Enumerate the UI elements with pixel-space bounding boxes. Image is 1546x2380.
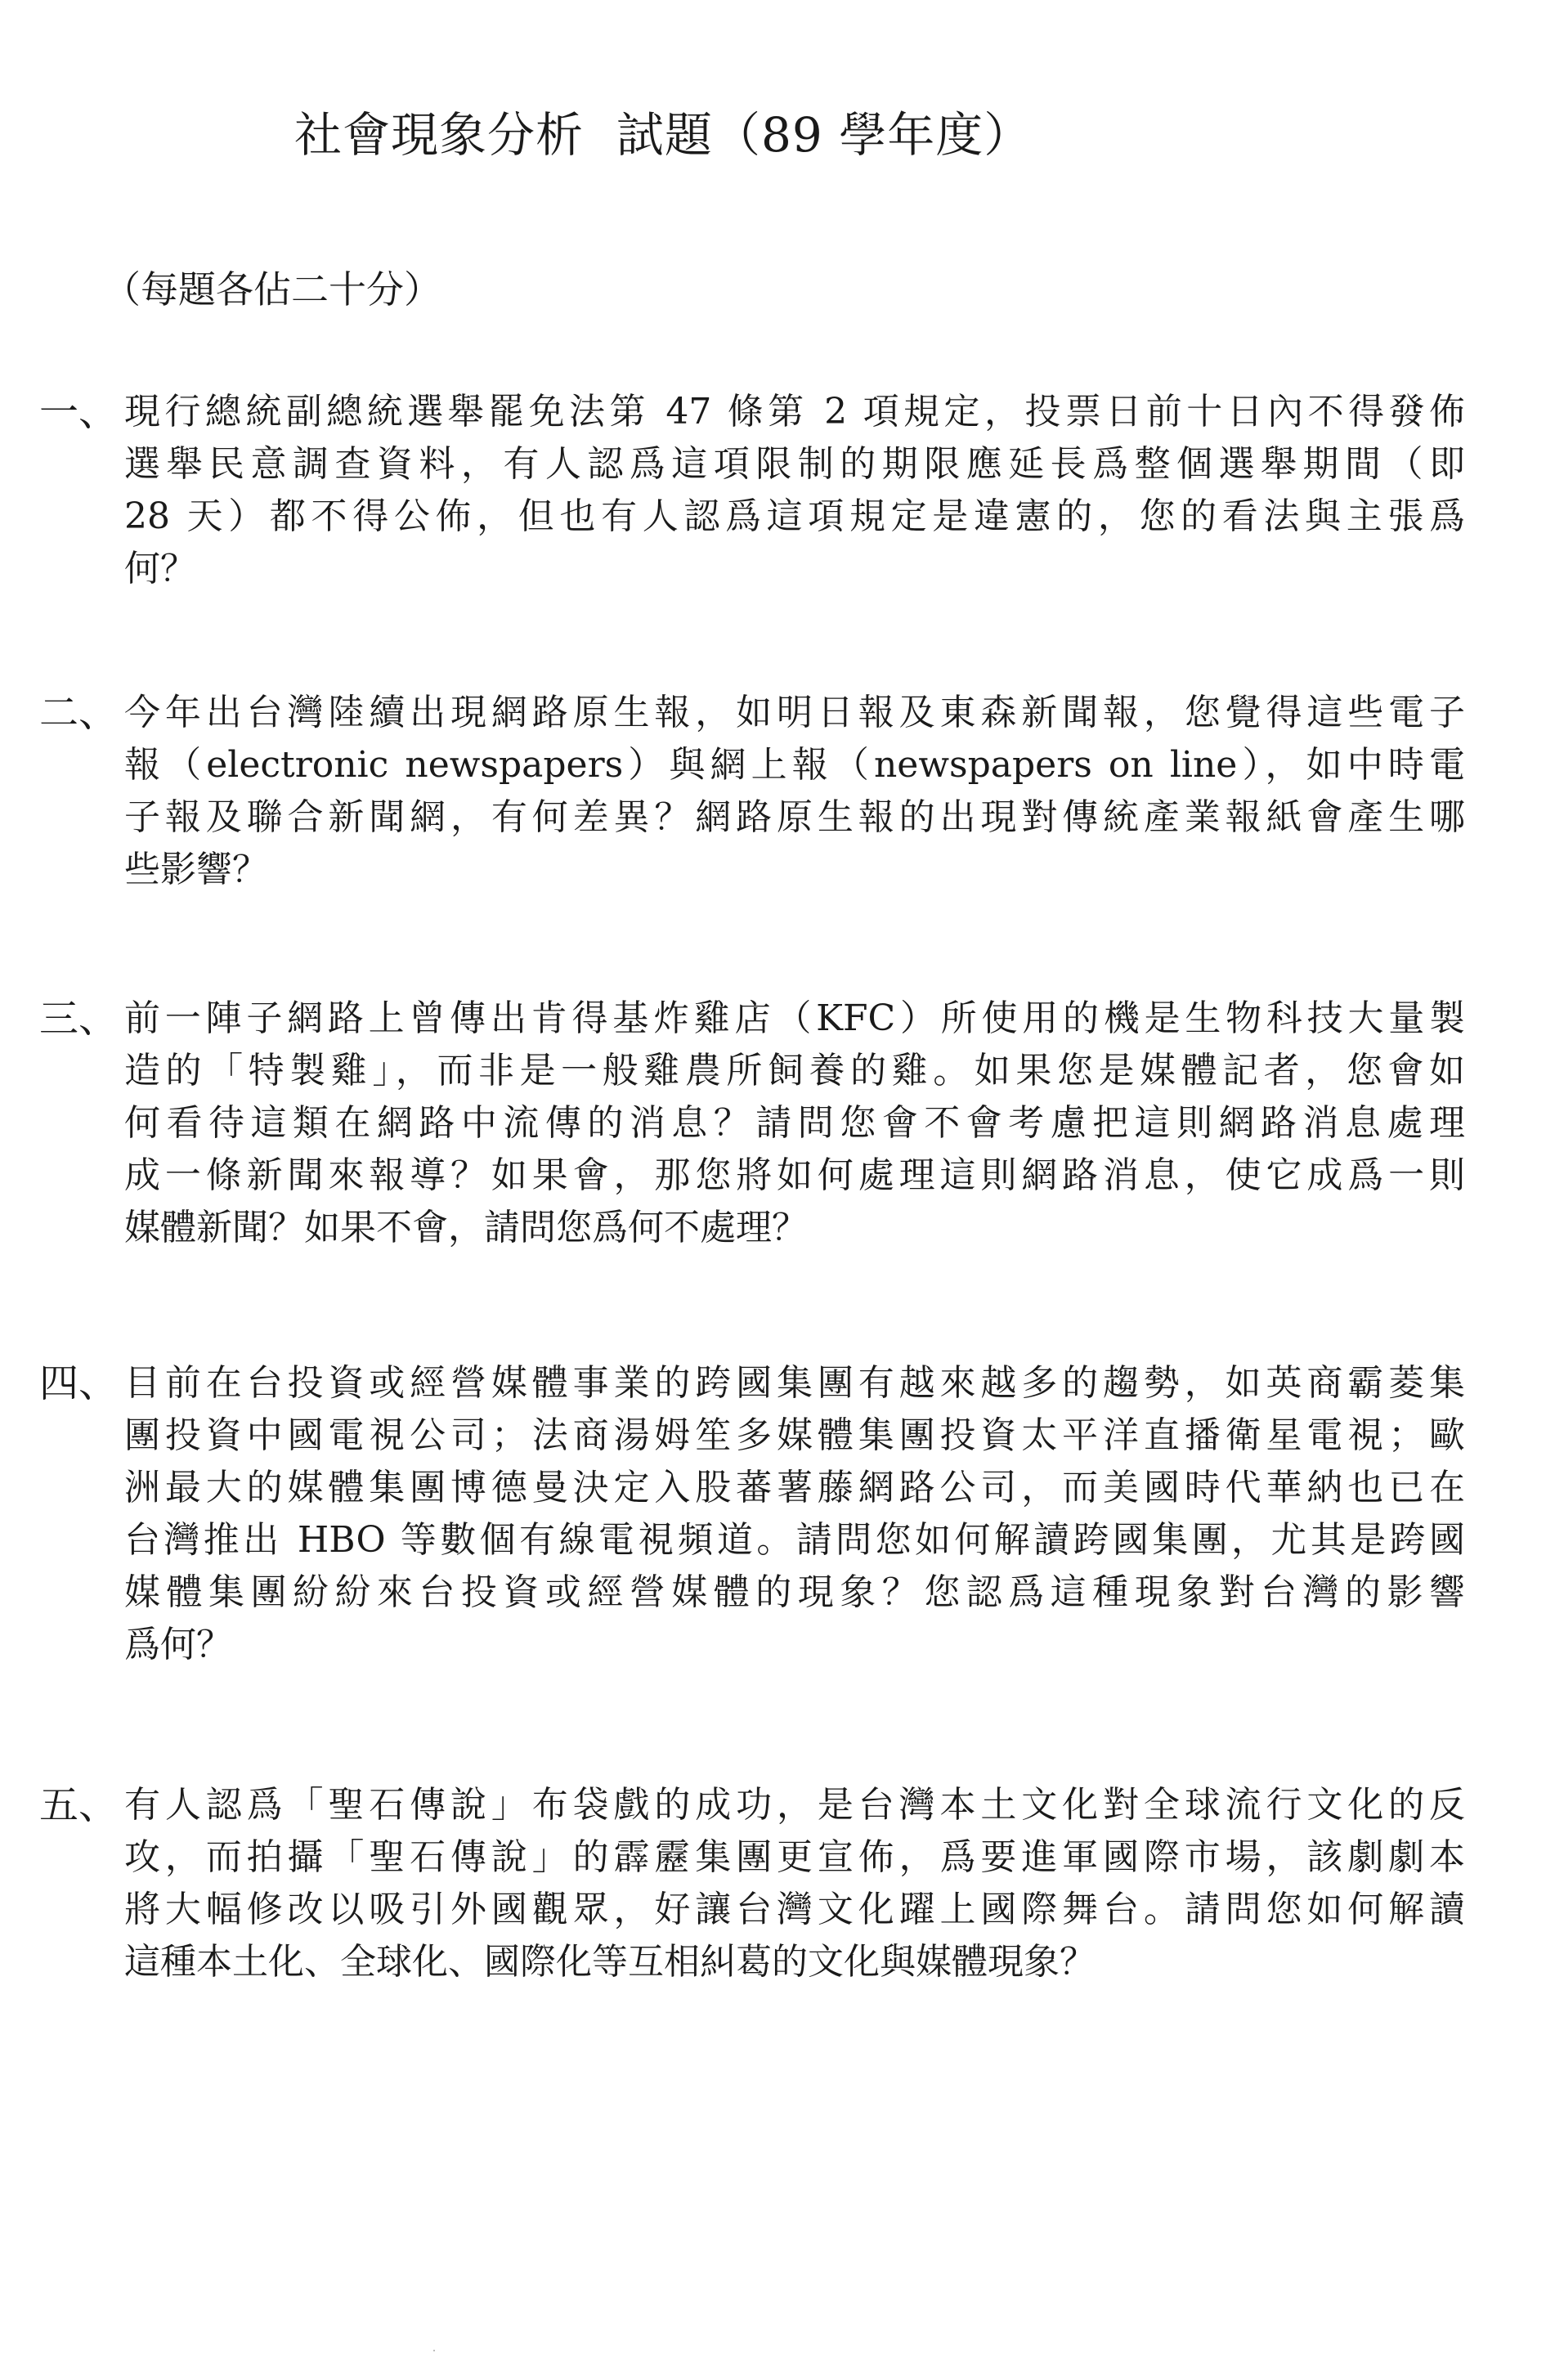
question-4: [39, 1357, 1494, 1671]
question-text: [124, 386, 1494, 595]
question-number: 二、: [39, 690, 119, 736]
question-line: 現行總統副總統選舉罷免法第 47 條第 2 項規定，投票日前十日內不得發佈: [124, 391, 1465, 433]
scan-speck: [433, 2350, 435, 2351]
question-1: [39, 386, 1494, 595]
question-text: [124, 687, 1494, 896]
question-5: [39, 1779, 1494, 1988]
question-line: 有人認爲「聖石傳說」布袋戲的成功，是台灣本土文化對全球流行文化的反: [124, 1784, 1465, 1826]
question-line: 將大幅修改以吸引外國觀眾，好讓台灣文化躍上國際舞台。請問您如何解讀: [124, 1889, 1465, 1930]
question-line: 台灣推出 HBO 等數個有線電視頻道。請問您如何解讀跨國集團，尤其是跨國: [124, 1519, 1465, 1561]
question-number: 一、: [39, 389, 119, 435]
question-number: 三、: [39, 996, 119, 1042]
scoring-note: （每題各佔二十分）: [103, 267, 441, 312]
question-line: 28 天）都不得公佈，但也有人認爲這項規定是違憲的，您的看法與主張爲: [124, 495, 1465, 537]
question-line: 何看待這類在網路中流傳的消息？請問您會不會考慮把這則網路消息處理: [124, 1102, 1465, 1144]
question-line: 媒體新聞？如果不會，請問您爲何不處理？: [124, 1207, 808, 1248]
question-line: 選舉民意調查資料，有人認爲這項限制的期限應延長爲整個選舉期間（即: [124, 443, 1465, 485]
question-text: [124, 1779, 1494, 1988]
question-line: 些影響？: [124, 849, 268, 890]
question-line: 目前在台投資或經營媒體事業的跨國集團有越來越多的趨勢，如英商霸菱集: [124, 1362, 1465, 1404]
question-line: 成一條新聞來報導？如果會，那您將如何處理這則網路消息，使它成爲一則: [124, 1154, 1465, 1196]
question-line: 何？: [124, 548, 196, 589]
question-2: [39, 687, 1494, 896]
course-name: 社會現象分析: [294, 107, 585, 163]
question-line: 報（electronic newspapers）與網上報（newspapers on line），如中時電: [124, 744, 1465, 786]
question-line: 造的「特製雞」，而非是一般雞農所飼養的雞。如果您是媒體記者，您會如: [124, 1050, 1465, 1091]
question-text: [124, 1357, 1494, 1671]
question-line: 前一陣子網路上曾傳出肯得基炸雞店（KFC）所使用的機是生物科技大量製: [124, 997, 1465, 1039]
question-line: 攻，而拍攝「聖石傳說」的霹靂集團更宣佈，爲要進軍國際市場，該劇劇本: [124, 1836, 1465, 1878]
question-3: [39, 993, 1494, 1254]
question-number: 四、: [39, 1360, 119, 1406]
question-line: 子報及聯合新聞網，有何差異？網路原生報的出現對傳統產業報紙會產生哪: [124, 796, 1465, 838]
question-text: [124, 993, 1494, 1254]
question-line: 洲最大的媒體集團博德曼決定入股蕃薯藤網路公司，而美國時代華納也已在: [124, 1467, 1465, 1508]
question-line: 團投資中國電視公司；法商湯姆笙多媒體集團投資太平洋直播衛星電視；歐: [124, 1414, 1465, 1456]
exam-title: [294, 96, 1032, 165]
question-number: 五、: [39, 1782, 119, 1828]
question-line: 今年出台灣陸續出現網路原生報，如明日報及東森新聞報，您覺得這些電子: [124, 692, 1465, 733]
academic-year: （89 學年度）: [713, 107, 1033, 163]
question-line: 媒體集團紛紛來台投資或經營媒體的現象？您認爲這種現象對台灣的影響: [124, 1571, 1465, 1613]
question-line: 爲何？: [124, 1624, 232, 1665]
question-line: 這種本土化、全球化、國際化等互相糾葛的文化與媒體現象？: [124, 1941, 1096, 1983]
exam-label: 試題: [616, 107, 714, 163]
